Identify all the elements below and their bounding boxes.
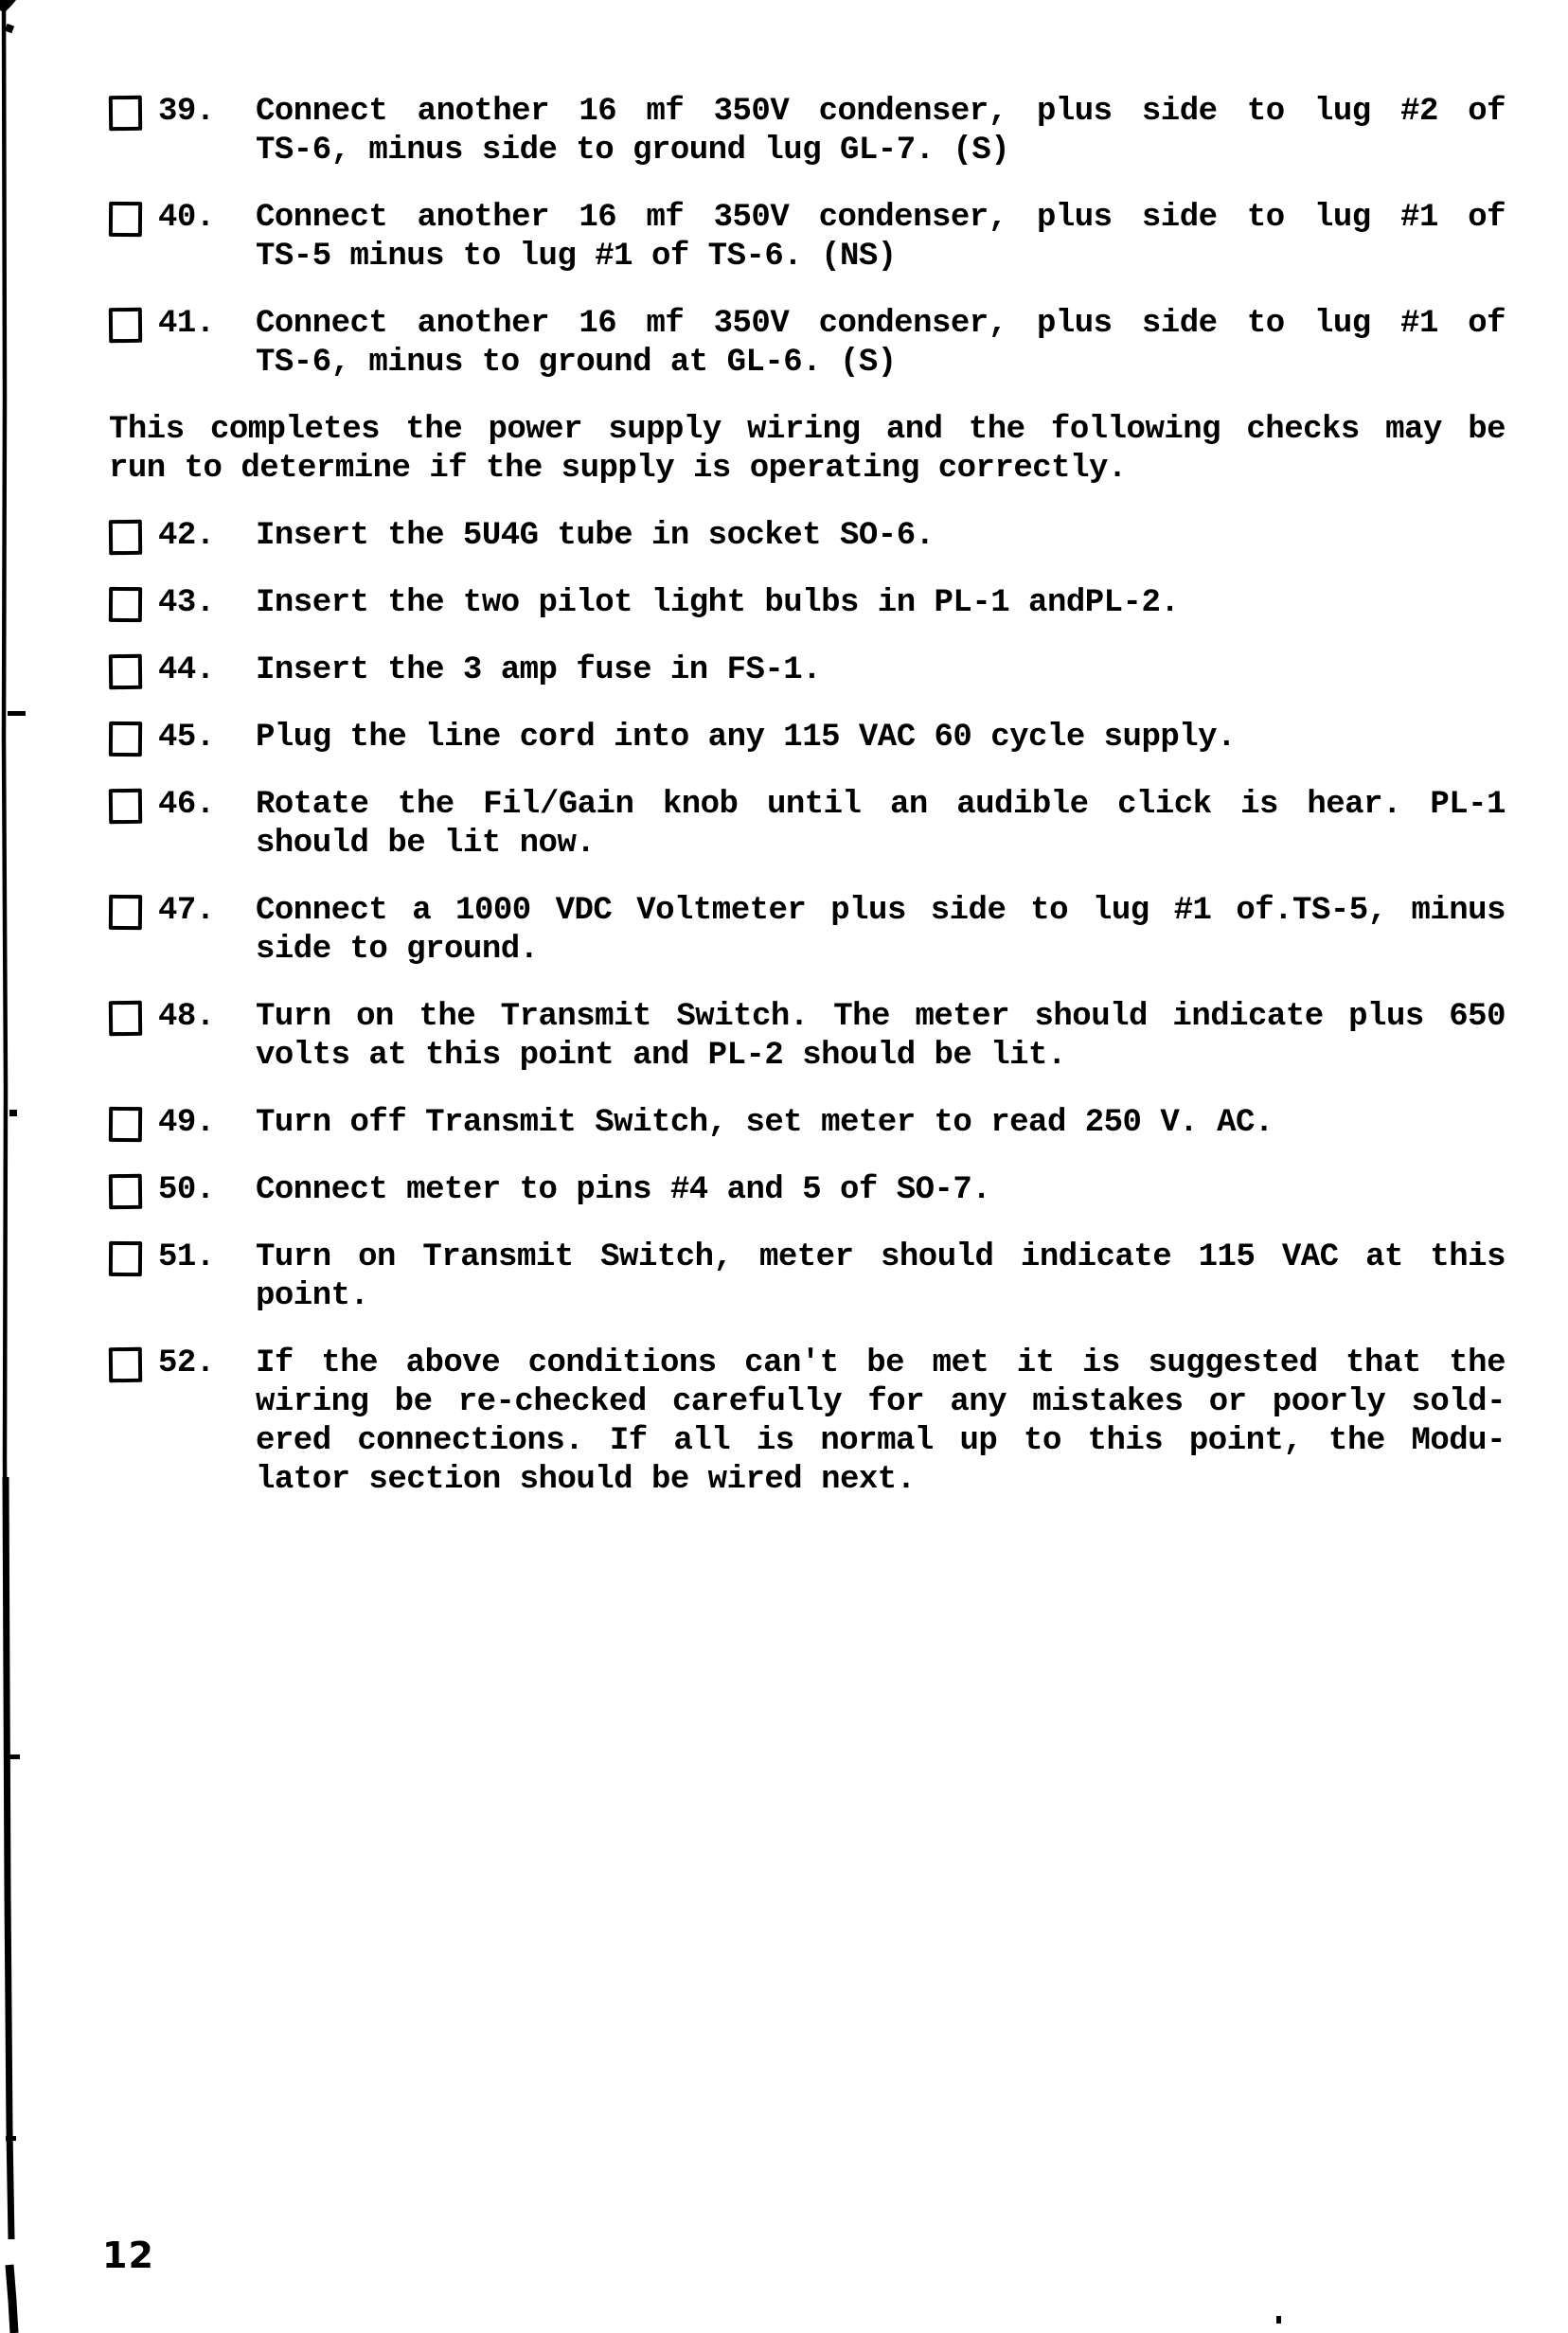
checklist-step-42 xyxy=(109,517,1506,556)
text-line: side to ground. xyxy=(256,932,539,968)
step-number: 50. xyxy=(158,1172,215,1208)
step-checkbox[interactable] xyxy=(109,587,142,622)
step-number: 46. xyxy=(158,787,215,823)
step-checkbox[interactable] xyxy=(109,1001,142,1036)
step-text xyxy=(256,305,1506,383)
corner-mark xyxy=(0,0,16,12)
step-text xyxy=(256,93,1506,170)
step-checkbox[interactable] xyxy=(109,1107,142,1142)
text-line: Insert the 5U4G tube in socket SO-6. xyxy=(256,518,935,554)
text-line: lator section should be wired next. xyxy=(256,1462,916,1498)
step-number: 42. xyxy=(158,518,215,554)
text-line: TS-6, minus to ground at GL-6. (S) xyxy=(256,345,897,381)
checklist-step-45 xyxy=(109,719,1506,757)
text-line: Insert the two pilot light bulbs in PL-1 andPL-2. xyxy=(256,585,1180,621)
step-checkbox[interactable] xyxy=(109,202,142,237)
text-line: Turn off Transmit Switch, set meter to read 250 V. AC. xyxy=(256,1105,1274,1141)
step-number: 48. xyxy=(158,999,215,1035)
step-number: 44. xyxy=(158,652,215,688)
step-number: 49. xyxy=(158,1105,215,1141)
intro-paragraph xyxy=(109,411,1506,489)
checklist-step-40 xyxy=(109,199,1506,276)
text-line: Plug the line cord into any 115 VAC 60 cycle supply. xyxy=(256,720,1236,756)
corner-speck xyxy=(5,24,14,33)
page-number: 12 xyxy=(102,2235,154,2276)
checklist-step-50 xyxy=(109,1171,1506,1210)
step-number: 45. xyxy=(158,720,215,756)
text-line: Connect another 16 mf 350V condenser, plus side to lug #1 of xyxy=(256,306,1506,342)
step-number: 52. xyxy=(158,1345,215,1381)
step-checkbox[interactable] xyxy=(109,789,142,824)
checklist-step-52 xyxy=(109,1345,1506,1500)
step-checkbox[interactable] xyxy=(109,1347,142,1382)
checklist-step-46 xyxy=(109,786,1506,864)
step-checkbox[interactable] xyxy=(109,895,142,930)
step-text xyxy=(256,998,1506,1076)
text-line: ered connections. If all is normal up to this point, the Modu- xyxy=(256,1423,1506,1459)
step-text xyxy=(256,1238,1506,1316)
step-number: 39. xyxy=(158,94,215,130)
step-checkbox[interactable] xyxy=(109,654,142,689)
step-number: 43. xyxy=(158,585,215,621)
text-line: Connect another 16 mf 350V condenser, plus side to lug #1 of xyxy=(256,200,1506,236)
step-text xyxy=(256,584,1506,623)
checklist-content xyxy=(0,93,1568,1528)
checklist-step-51 xyxy=(109,1238,1506,1316)
text-line: point. xyxy=(256,1278,369,1314)
step-checkbox[interactable] xyxy=(109,1241,142,1276)
edge-tick xyxy=(6,2136,16,2141)
checklist-step-49 xyxy=(109,1104,1506,1143)
step-checkbox[interactable] xyxy=(109,721,142,757)
text-line: Turn on the Transmit Switch. The meter should indicate plus 650 xyxy=(256,999,1506,1035)
text-line: should be lit now. xyxy=(256,826,596,862)
step-number: 51. xyxy=(158,1239,215,1275)
step-checkbox[interactable] xyxy=(109,308,142,343)
step-text xyxy=(256,1171,1506,1210)
step-number: 47. xyxy=(158,893,215,929)
step-text xyxy=(256,199,1506,276)
text-line: TS-6, minus side to ground lug GL-7. (S) xyxy=(256,133,1010,169)
text-line: Connect another 16 mf 350V condenser, plus side to lug #2 of xyxy=(256,94,1506,130)
checklist-step-44 xyxy=(109,651,1506,690)
step-number: 41. xyxy=(158,306,215,342)
step-checkbox[interactable] xyxy=(109,96,142,131)
page-speck xyxy=(1276,2316,1281,2324)
edge-tick xyxy=(9,1754,20,1759)
text-line: This completes the power supply wiring and the following checks may be xyxy=(109,412,1506,448)
text-line: wiring be re-checked carefully for any mistakes or poorly sold- xyxy=(256,1384,1506,1420)
text-line: Insert the 3 amp fuse in FS-1. xyxy=(256,652,822,688)
checklist-step-41 xyxy=(109,305,1506,383)
left-edge-scan-line-thick xyxy=(6,1477,11,2239)
text-line: volts at this point and PL-2 should be lit. xyxy=(256,1038,1066,1074)
checklist-step-47 xyxy=(109,892,1506,970)
step-text xyxy=(256,1104,1506,1143)
text-line: Connect meter to pins #4 and 5 of SO-7. xyxy=(256,1172,991,1208)
text-line: Connect a 1000 VDC Voltmeter plus side to lug #1 of.TS-5, minus xyxy=(256,893,1506,929)
checklist-step-39 xyxy=(109,93,1506,170)
checklist-step-43 xyxy=(109,584,1506,623)
step-number: 40. xyxy=(158,200,215,236)
step-text xyxy=(256,892,1506,970)
text-line: run to determine if the supply is operating correctly. xyxy=(109,451,1127,487)
text-line: TS-5 minus to lug #1 of TS-6. (NS) xyxy=(256,239,897,275)
step-text xyxy=(256,786,1506,864)
step-text xyxy=(256,651,1506,690)
text-line: Rotate the Fil/Gain knob until an audible click is hear. PL-1 xyxy=(256,787,1506,823)
left-edge-scan-line-bottom xyxy=(9,2265,14,2333)
checklist-step-48 xyxy=(109,998,1506,1076)
step-checkbox[interactable] xyxy=(109,1174,142,1209)
step-text xyxy=(256,1345,1506,1500)
step-checkbox[interactable] xyxy=(109,520,142,555)
step-text xyxy=(256,719,1506,757)
step-text xyxy=(256,517,1506,556)
text-line: Turn on Transmit Switch, meter should indicate 115 VAC at this xyxy=(256,1239,1506,1275)
text-line: If the above conditions can't be met it is suggested that the xyxy=(256,1345,1506,1381)
